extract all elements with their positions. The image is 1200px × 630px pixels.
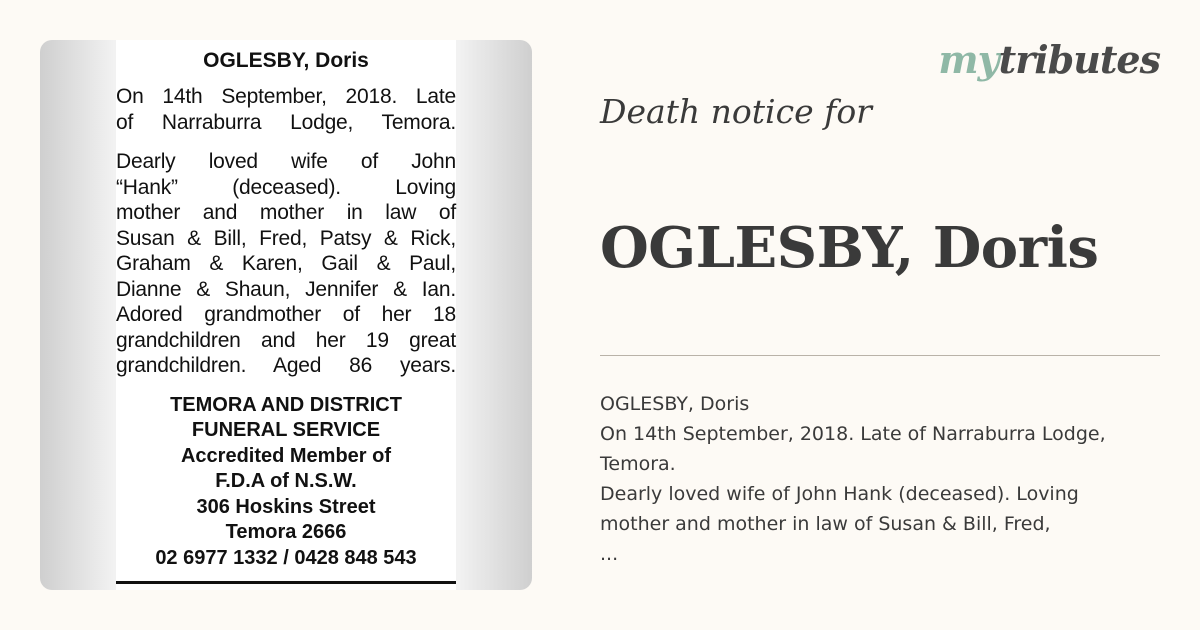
funeral-line: Accredited Member of [180, 444, 392, 467]
notice-line: grandchildren and her 19 great [116, 328, 456, 352]
funeral-line: 02 6977 1332 / 0428 848 543 [155, 546, 417, 569]
notice-line: Adored grandmother of her 18 [116, 303, 456, 326]
page-subtitle: Death notice for [600, 92, 872, 131]
funeral-line: TEMORA AND DISTRICT [170, 393, 402, 416]
notice-line: Susan & Bill, Fred, Patsy & Rick, [116, 226, 456, 250]
notice-excerpt [600, 389, 1160, 569]
notice-clipping [116, 40, 456, 590]
excerpt-line: On 14th September, 2018. Late of Narraburra Lodge, [600, 423, 1106, 445]
excerpt-line: OGLESBY, Doris [600, 393, 750, 415]
notice-line: grandchildren. Aged 86 years. [116, 354, 456, 377]
notice-paragraph-2 [116, 149, 456, 379]
notice-paragraph-1 [116, 84, 456, 135]
excerpt-line: mother and mother in law of Susan & Bill, Fred, [600, 513, 1051, 535]
notice-bottom-rule [116, 581, 456, 584]
notice-line: “Hank” (deceased). Loving [116, 175, 456, 199]
excerpt-ellipsis: ... [600, 543, 619, 565]
excerpt-line: Dearly loved wife of John Hank (deceased). Loving [600, 483, 1079, 505]
excerpt-line: Temora. [600, 453, 676, 475]
notice-line: Dianne & Shaun, Jennifer & Ian. [116, 277, 456, 301]
mytributes-logo [938, 36, 1160, 84]
funeral-service-block [116, 393, 456, 572]
divider [600, 355, 1160, 356]
notice-line: On 14th September, 2018. Late [116, 85, 456, 108]
notice-title: OGLESBY, Doris [203, 49, 369, 72]
logo-suffix: tributes [998, 37, 1160, 82]
logo-prefix: my [938, 37, 999, 82]
notice-line: mother and mother in law of [116, 201, 456, 224]
funeral-line: FUNERAL SERVICE [191, 419, 381, 441]
funeral-line: 306 Hoskins Street [196, 495, 376, 518]
funeral-line: Temora 2666 [225, 521, 347, 543]
notice-line: Dearly loved wife of John [116, 150, 456, 173]
notice-line: Graham & Karen, Gail & Paul, [116, 252, 456, 275]
notice-image [40, 40, 532, 590]
funeral-line: F.D.A of N.S.W. [215, 470, 357, 492]
deceased-name: OGLESBY, Doris [600, 215, 1099, 281]
notice-line: of Narraburra Lodge, Temora. [116, 110, 456, 134]
